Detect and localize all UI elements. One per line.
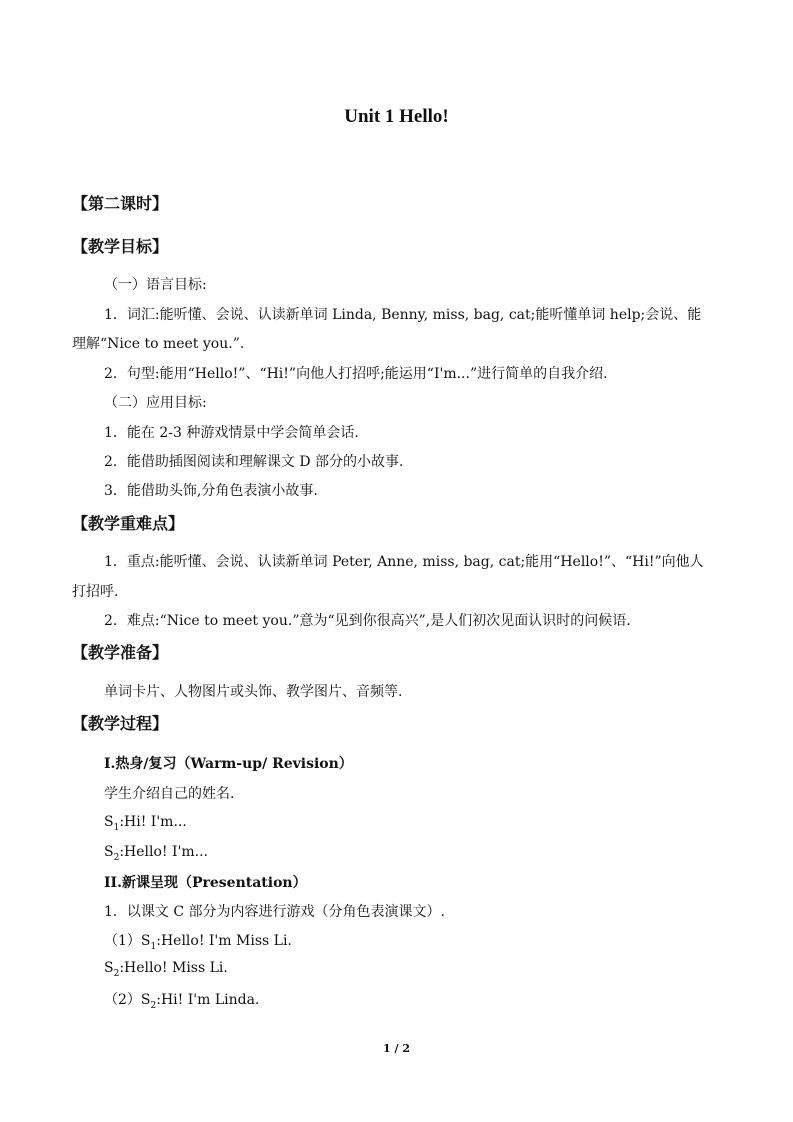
presentation-step-1: 1．以课文 C 部分为内容进行游戏（分角色表演课文）. — [104, 904, 445, 920]
vocab-objective-line2: 理解“Nice to meet you.”. — [72, 336, 245, 352]
warmup-text: 学生介绍自己的姓名. — [104, 786, 235, 802]
vocab-objective-line1: 1．词汇:能听懂、会说、认读新单词 Linda, Benny, miss, bag, cat;能听懂单词 help;会说、能 — [104, 307, 702, 323]
pattern-objective: 2．句型:能用“Hello!”、“Hi!”向他人打招呼;能运用“I'm...”进行简单的自我介绍. — [104, 366, 608, 382]
speaker-number: 2 — [150, 1000, 157, 1011]
dialogue-text: :Hello! I'm... — [119, 844, 209, 860]
key-point-1-line1: 1．重点:能听懂、会说、认读新单词 Peter, Anne, miss, bag, cat;能用“Hello!”、“Hi!”向他人 — [104, 554, 704, 570]
dialogue-text: :Hello! Miss Li. — [119, 960, 228, 976]
speaker-number: 1 — [150, 941, 157, 952]
dialogue-text: :Hi! I'm Linda. — [156, 992, 260, 1008]
key-point-2: 2．难点:“Nice to meet you.”意为“见到你很高兴”,是人们初次见面认识时的问候语. — [104, 613, 631, 629]
dialogue-prefix: （2）S — [104, 992, 151, 1008]
preparation-text: 单词卡片、人物图片或头饰、教学图片、音频等. — [104, 684, 403, 700]
application-objectives-heading: （二）应用目标: — [104, 395, 207, 411]
speaker-number: 2 — [113, 968, 120, 979]
speaker-label: S — [104, 844, 114, 860]
lesson-heading: 【第二课时】 — [72, 194, 169, 213]
key-points-heading: 【教学重难点】 — [72, 514, 185, 533]
objectives-heading: 【教学目标】 — [72, 237, 169, 256]
speaker-number: 1 — [113, 822, 120, 833]
application-objective-2: 2．能借助插图阅读和理解课文 D 部分的小故事. — [104, 454, 404, 470]
application-objective-1: 1．能在 2-3 种游戏情景中学会简单会话. — [104, 425, 359, 441]
preparation-heading: 【教学准备】 — [72, 643, 169, 662]
key-point-1-line2: 打招呼. — [72, 584, 119, 600]
dialogue-1 — [104, 930, 292, 952]
dialogue-prefix: （1）S — [104, 933, 151, 949]
dialogue-line-s1 — [104, 814, 187, 833]
dialogue-line-s2 — [104, 844, 208, 863]
presentation-heading: II.新课呈现（Presentation） — [104, 875, 307, 891]
dialogue-text: :Hi! I'm... — [119, 814, 187, 830]
language-objectives-heading: （一）语言目标: — [104, 277, 207, 293]
dialogue-1-reply — [104, 960, 228, 979]
page-title: Unit 1 Hello! — [344, 106, 449, 127]
speaker-label: S — [104, 814, 114, 830]
warmup-heading: I.热身/复习（Warm-up/ Revision） — [104, 756, 353, 772]
speaker-label: S — [104, 960, 114, 976]
dialogue-2 — [104, 989, 259, 1011]
page-number: 1 / 2 — [383, 1042, 410, 1055]
dialogue-text: :Hello! I'm Miss Li. — [156, 933, 292, 949]
speaker-number: 2 — [113, 852, 120, 863]
process-heading: 【教学过程】 — [72, 714, 169, 733]
application-objective-3: 3．能借助头饰,分角色表演小故事. — [104, 483, 318, 499]
